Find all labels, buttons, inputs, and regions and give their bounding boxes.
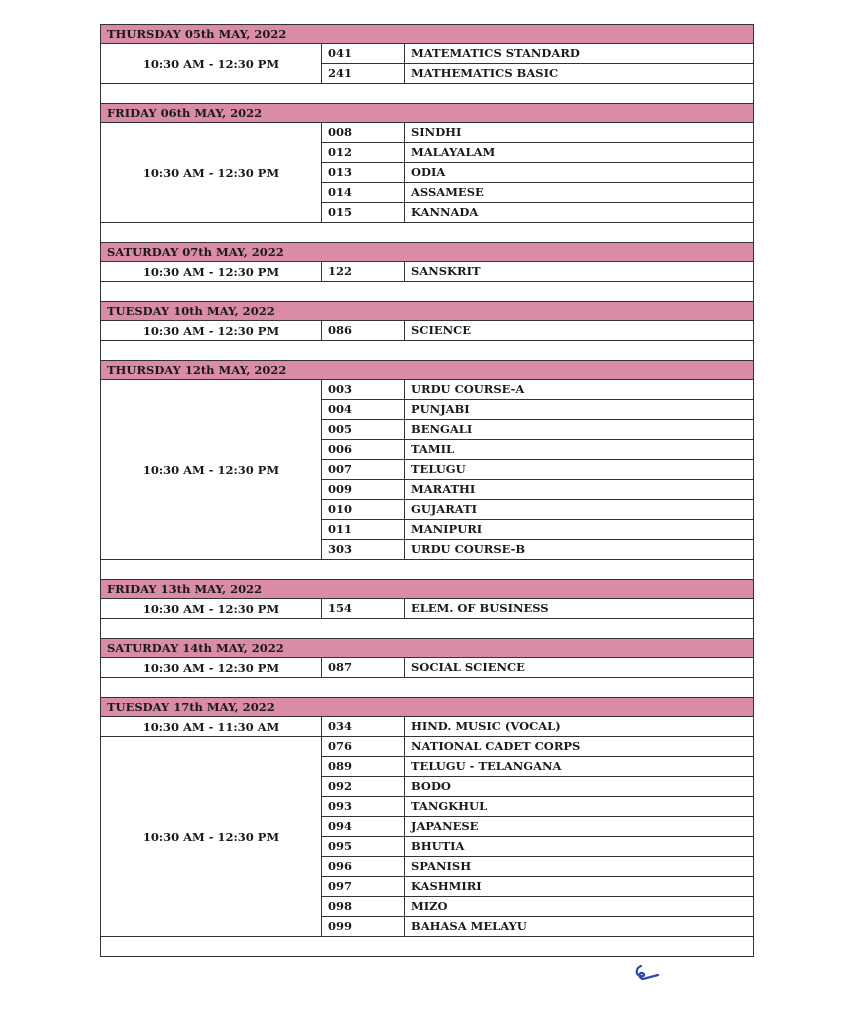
signature-icon (632, 962, 662, 984)
subject-name: NATIONAL CADET CORPS (411, 739, 581, 753)
subject-name: TELUGU - TELANGANA (411, 759, 562, 773)
time-slot (101, 717, 753, 737)
time-cell: 10:30 AM - 12:30 PM (101, 123, 322, 222)
time-slot (101, 262, 753, 282)
subject-name: JAPANESE (411, 819, 479, 833)
subject-code: 015 (322, 203, 405, 222)
subject-name: SOCIAL SCIENCE (411, 660, 525, 674)
subject-code: 303 (322, 540, 405, 559)
time-cell: 10:30 AM - 12:30 PM (101, 599, 322, 618)
subject-list (322, 717, 753, 736)
subject-list (322, 262, 753, 281)
subject-row (322, 380, 753, 400)
subject-row (322, 717, 753, 736)
subject-row (322, 64, 753, 83)
subject-row (322, 520, 753, 540)
row-spacer (101, 341, 753, 361)
row-spacer (101, 678, 753, 698)
time-cell: 10:30 AM - 12:30 PM (101, 321, 322, 340)
subject-row (322, 123, 753, 143)
subject-list (322, 658, 753, 677)
date-block (101, 698, 753, 956)
subject-name: URDU COURSE-A (411, 382, 525, 396)
subject-code: 154 (322, 599, 405, 618)
subject-list (322, 123, 753, 222)
date-block (101, 25, 753, 104)
exam-schedule-table (100, 24, 754, 957)
subject-name: PUNJABI (411, 402, 470, 416)
subject-name: BAHASA MELAYU (411, 919, 527, 933)
subject-code: 122 (322, 262, 405, 281)
subject-code: 099 (322, 917, 405, 936)
time-slot (101, 658, 753, 678)
date-header: THURSDAY 05th MAY, 2022 (101, 25, 753, 44)
subject-name: KASHMIRI (411, 879, 482, 893)
subject-name: MATEMATICS STANDARD (411, 46, 580, 60)
subject-code: 097 (322, 877, 405, 896)
date-block (101, 243, 753, 302)
subject-name: ASSAMESE (411, 185, 484, 199)
subject-code: 093 (322, 797, 405, 816)
row-spacer (101, 223, 753, 243)
date-header: THURSDAY 12th MAY, 2022 (101, 361, 753, 380)
subject-row (322, 897, 753, 917)
time-slot (101, 380, 753, 560)
date-header: SATURDAY 07th MAY, 2022 (101, 243, 753, 262)
time-cell: 10:30 AM - 12:30 PM (101, 262, 322, 281)
subject-code: 003 (322, 380, 405, 399)
subject-name: SPANISH (411, 859, 472, 873)
date-header: TUESDAY 17th MAY, 2022 (101, 698, 753, 717)
time-slot (101, 737, 753, 937)
subject-name: KANNADA (411, 205, 479, 219)
subject-name: MALAYALAM (411, 145, 496, 159)
subject-row (322, 480, 753, 500)
subject-row (322, 737, 753, 757)
subject-row (322, 797, 753, 817)
date-header: FRIDAY 13th MAY, 2022 (101, 580, 753, 599)
subject-row (322, 143, 753, 163)
time-slot (101, 321, 753, 341)
subject-code: 007 (322, 460, 405, 479)
subject-code: 095 (322, 837, 405, 856)
row-spacer (101, 619, 753, 639)
subject-name: MANIPURI (411, 522, 483, 536)
subject-row (322, 658, 753, 677)
subject-row (322, 460, 753, 480)
subject-name: SANSKRIT (411, 264, 481, 278)
subject-code: 094 (322, 817, 405, 836)
subject-row (322, 262, 753, 281)
subject-code: 034 (322, 717, 405, 736)
subject-row (322, 203, 753, 222)
subject-row (322, 440, 753, 460)
date-block (101, 104, 753, 243)
subject-name: BODO (411, 779, 451, 793)
time-cell: 10:30 AM - 11:30 AM (101, 717, 322, 736)
subject-row (322, 321, 753, 340)
subject-list (322, 321, 753, 340)
subject-code: 014 (322, 183, 405, 202)
subject-list (322, 599, 753, 618)
date-block (101, 580, 753, 639)
subject-row (322, 817, 753, 837)
subject-list (322, 380, 753, 559)
subject-code: 010 (322, 500, 405, 519)
date-header: SATURDAY 14th MAY, 2022 (101, 639, 753, 658)
subject-code: 086 (322, 321, 405, 340)
time-cell: 10:30 AM - 12:30 PM (101, 737, 322, 936)
subject-code: 098 (322, 897, 405, 916)
row-spacer (101, 937, 753, 956)
subject-code: 092 (322, 777, 405, 796)
subject-row (322, 163, 753, 183)
subject-list (322, 44, 753, 83)
subject-code: 087 (322, 658, 405, 677)
time-cell: 10:30 AM - 12:30 PM (101, 380, 322, 559)
time-slot (101, 123, 753, 223)
date-block (101, 639, 753, 698)
date-block (101, 361, 753, 580)
time-cell: 10:30 AM - 12:30 PM (101, 44, 322, 83)
subject-row (322, 420, 753, 440)
subject-code: 009 (322, 480, 405, 499)
subject-name: SCIENCE (411, 323, 472, 337)
subject-code: 004 (322, 400, 405, 419)
date-block (101, 302, 753, 361)
subject-name: MATHEMATICS BASIC (411, 66, 559, 80)
row-spacer (101, 560, 753, 580)
date-header: FRIDAY 06th MAY, 2022 (101, 104, 753, 123)
subject-name: ODIA (411, 165, 446, 179)
subject-code: 241 (322, 64, 405, 83)
subject-code: 076 (322, 737, 405, 756)
subject-name: MIZO (411, 899, 448, 913)
subject-name: MARATHI (411, 482, 476, 496)
subject-name: BENGALI (411, 422, 473, 436)
subject-row (322, 877, 753, 897)
subject-code: 006 (322, 440, 405, 459)
subject-name: SINDHI (411, 125, 462, 139)
subject-row (322, 837, 753, 857)
subject-row (322, 183, 753, 203)
subject-name: GUJARATI (411, 502, 478, 516)
time-slot (101, 44, 753, 84)
time-slot (101, 599, 753, 619)
subject-code: 013 (322, 163, 405, 182)
row-spacer (101, 84, 753, 104)
row-spacer (101, 282, 753, 302)
subject-code: 005 (322, 420, 405, 439)
subject-row (322, 540, 753, 559)
subject-name: TELUGU (411, 462, 466, 476)
subject-code: 008 (322, 123, 405, 142)
subject-row (322, 500, 753, 520)
subject-code: 011 (322, 520, 405, 539)
subject-row (322, 757, 753, 777)
subject-code: 096 (322, 857, 405, 876)
subject-code: 089 (322, 757, 405, 776)
subject-row (322, 44, 753, 64)
subject-row (322, 917, 753, 936)
time-cell: 10:30 AM - 12:30 PM (101, 658, 322, 677)
subject-row (322, 400, 753, 420)
subject-code: 041 (322, 44, 405, 63)
subject-code: 012 (322, 143, 405, 162)
subject-name: BHUTIA (411, 839, 465, 853)
subject-name: HIND. MUSIC (VOCAL) (411, 719, 561, 733)
subject-name: TAMIL (411, 442, 455, 456)
subject-name: TANGKHUL (411, 799, 488, 813)
subject-list (322, 737, 753, 936)
subject-name: ELEM. OF BUSINESS (411, 601, 549, 615)
subject-name: URDU COURSE-B (411, 542, 526, 556)
subject-row (322, 777, 753, 797)
subject-row (322, 599, 753, 618)
date-header: TUESDAY 10th MAY, 2022 (101, 302, 753, 321)
subject-row (322, 857, 753, 877)
